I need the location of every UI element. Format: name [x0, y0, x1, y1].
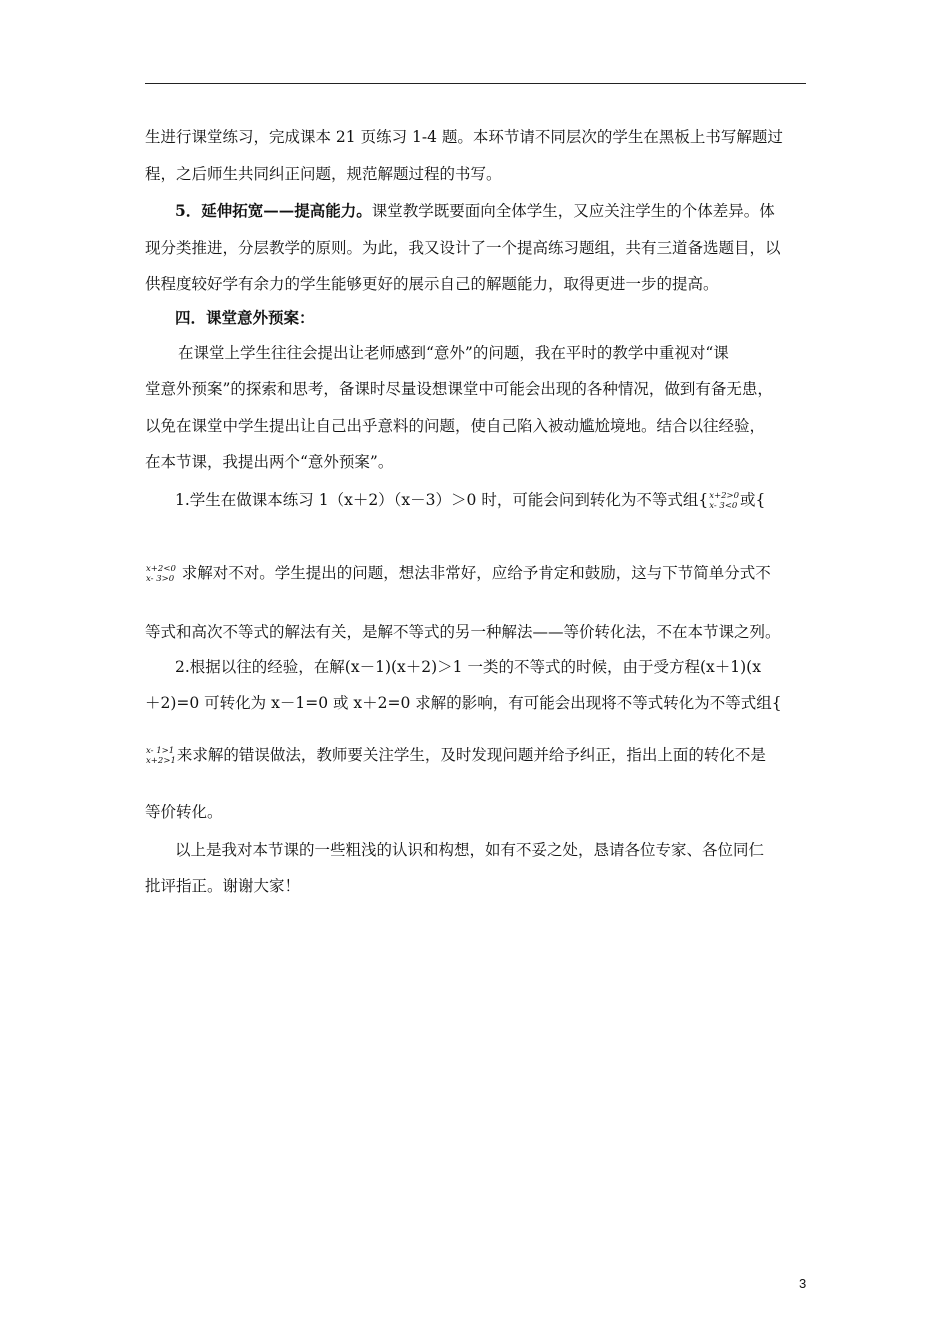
closing-line1: 以上是我对本节课的一些粗浅的认识和构想，如有不妥之处，恳请各位专家、各位同仁	[175, 841, 765, 859]
inequality-system-3	[146, 746, 176, 766]
item1-line1	[175, 490, 765, 511]
item2-line3	[145, 745, 766, 766]
para2-line1	[175, 201, 775, 221]
system1-bottom: x- 3<0	[709, 501, 738, 511]
item1-line3: 等式和高次不等式的解法有关，是解不等式的另一种解法——等价转化法，不在本节课之列。	[145, 623, 781, 641]
system3-bottom: x+2>1	[146, 756, 176, 766]
system1-top: x+2>0	[709, 491, 740, 501]
header-rule	[145, 83, 806, 84]
system3-top: x- 1>1	[146, 746, 175, 756]
item2-line2: ＋2)=0 可转化为 x－1=0 或 x＋2=0 求解的影响，有可能会出现将不等式转化为不等式组{	[145, 694, 782, 712]
item2-line1: 2.根据以往的经验，在解(x－1)(x＋2)＞1 一类的不等式的时候，由于受方程(x＋1)(x	[175, 658, 761, 676]
system2-bottom: x- 3>0	[146, 574, 175, 584]
para3-line4: 在本节课，我提出两个“意外预案”。	[145, 453, 394, 471]
inequality-system-1	[709, 491, 739, 511]
item1-line2	[145, 563, 771, 584]
item1-or: 或{	[740, 491, 766, 509]
para1-line2: 程，之后师生共同纠正问题，规范解题过程的书写。	[145, 165, 502, 183]
system2-top: x+2<0	[146, 564, 176, 574]
para2-line3: 供程度较好学有余力的学生能够更好的展示自己的解题能力，取得更进一步的提高。	[145, 275, 719, 293]
para3-line3: 以免在课堂中学生提出让自己出乎意料的问题，使自己陷入被动尴尬境地。结合以往经验，	[145, 417, 766, 435]
inequality-system-2	[146, 564, 176, 584]
para3-line1: 在课堂上学生往往会提出让老师感到“意外”的问题，我在平时的教学中重视对“课	[178, 344, 729, 362]
para2-heading: 5．延伸拓宽——提高能力。	[175, 201, 372, 220]
item1-line2-text: 求解对不对。学生提出的问题，想法非常好，应给予肯定和鼓励，这与下节简单分式不	[181, 564, 771, 582]
para2-line2: 现分类推进，分层教学的原则。为此，我又设计了一个提高练习题组，共有三道备选题目，以	[145, 239, 781, 257]
closing-line2: 批评指正。谢谢大家！	[145, 877, 301, 895]
section4-heading: 四．课堂意外预案：	[175, 308, 315, 327]
item2-line3-text: 来求解的错误做法，教师要关注学生，及时发现问题并给予纠正，指出上面的转化不是	[176, 746, 766, 764]
para1-line1: 生进行课堂练习，完成课本 21 页练习 1-4 题。本环节请不同层次的学生在黑板上书写解题过	[145, 128, 783, 146]
item1-line1-text: 1.学生在做课本练习 1（x＋2）（x－3）＞0 时，可能会问到转化为不等式组{	[175, 491, 709, 509]
para3-line2: 堂意外预案”的探索和思考，备课时尽量设想课堂中可能会出现的各种情况，做到有备无患，	[145, 380, 773, 398]
page-number: 3	[799, 1276, 807, 1291]
item2-line4: 等价转化。	[145, 803, 223, 821]
para2-line1-text: 课堂教学既要面向全体学生，又应关注学生的个体差异。体	[371, 202, 775, 220]
